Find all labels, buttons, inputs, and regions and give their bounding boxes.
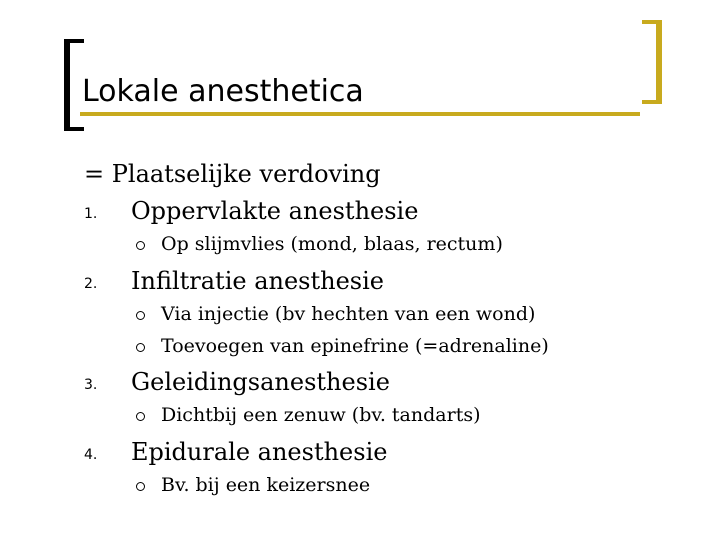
left-bracket [64,39,70,131]
sub-bullet-icon [136,412,145,421]
sub-list-item: Bv. bij een keizersnee [161,474,371,496]
sub-list-item: Dichtbij een zenuw (bv. tandarts) [161,404,481,426]
intro-line: = Plaatselijke verdoving [84,160,381,188]
list-number: 4. [84,447,98,463]
right-bracket-top [642,20,662,24]
right-bracket-bottom [642,100,662,104]
left-bracket-top [64,39,84,43]
list-number: 3. [84,377,98,393]
sub-list-item: Op slijmvlies (mond, blaas, rectum) [161,233,503,255]
sub-list-item: Via injectie (bv hechten van een wond) [161,303,536,325]
list-number: 1. [84,206,98,222]
title-underline [80,112,640,116]
sub-bullet-icon [136,241,145,250]
sub-list-item: Toevoegen van epinefrine (=adrenaline) [161,335,549,357]
right-bracket [656,20,662,104]
left-bracket-bottom [64,127,84,131]
list-item: Oppervlakte anesthesie [131,197,419,225]
list-number: 2. [84,276,98,292]
sub-bullet-icon [136,343,145,352]
list-item: Epidurale anesthesie [131,438,388,466]
slide-title: Lokale anesthetica [82,74,364,109]
list-item: Infiltratie anesthesie [131,267,384,295]
list-item: Geleidingsanesthesie [131,368,390,396]
sub-bullet-icon [136,482,145,491]
sub-bullet-icon [136,311,145,320]
